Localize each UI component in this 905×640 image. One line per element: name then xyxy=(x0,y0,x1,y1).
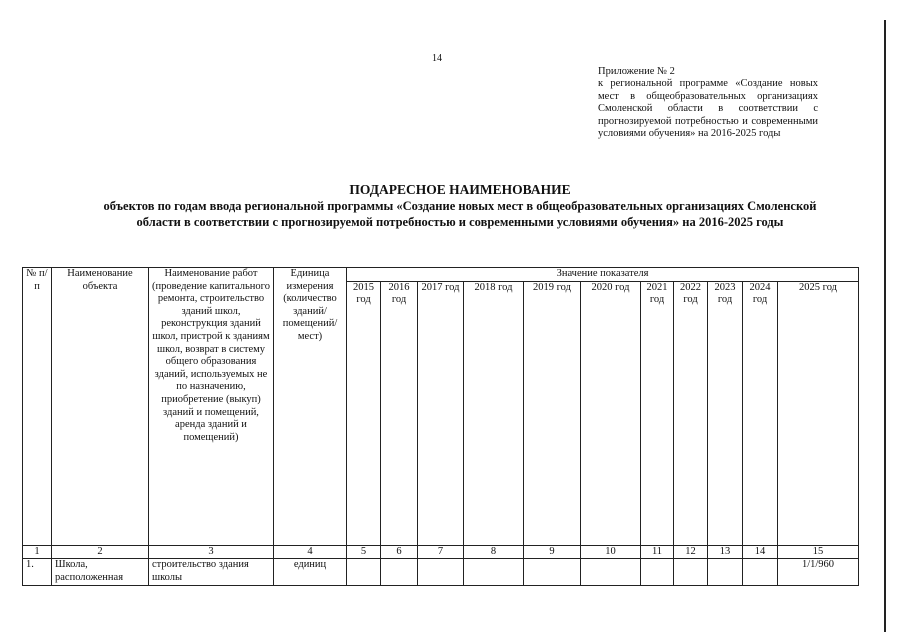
objects-table xyxy=(22,267,859,586)
column-number: 2 xyxy=(52,545,149,559)
appendix-block xyxy=(598,66,818,140)
header-work-name: Наименование работ (проведение капитального ремонта, строительство зданий школ, реконструкция зданий школ, пристрой к зданиям школ, возврат в систему общего образования зданий, используемых не по назначению, приобретение (выкуп) зданий и помещений, аренда зданий и помещений) xyxy=(149,268,274,546)
header-indicator-group: Значение показателя xyxy=(347,268,859,282)
row-value-2018 xyxy=(464,559,524,586)
header-num: № п/п xyxy=(23,268,52,546)
column-number: 7 xyxy=(418,545,464,559)
header-year: 2015 год xyxy=(347,281,381,545)
column-number: 5 xyxy=(347,545,381,559)
page-number: 14 xyxy=(432,53,442,64)
header-year: 2020 год xyxy=(581,281,641,545)
row-value-2024 xyxy=(743,559,778,586)
header-year: 2018 год xyxy=(464,281,524,545)
appendix-text: к региональной программе «Создание новых мест в общеобразовательных организациях Смоленской области в соответствии с прогнозируемой потребностью и современными условиями обучения» на 2016-2025 годы xyxy=(598,78,818,140)
row-value-2025: 1/1/960 xyxy=(778,559,859,586)
row-value-2019 xyxy=(524,559,581,586)
row-value-2015 xyxy=(347,559,381,586)
row-object-name: Школа, расположенная xyxy=(52,559,149,586)
row-value-2017 xyxy=(418,559,464,586)
column-number: 3 xyxy=(149,545,274,559)
header-year: 2016 год xyxy=(381,281,418,545)
header-year: 2019 год xyxy=(524,281,581,545)
document-title: ПОДАРЕСНОЕ НАИМЕНОВАНИЕ xyxy=(349,182,571,197)
row-value-2020 xyxy=(581,559,641,586)
header-year: 2023 год xyxy=(708,281,743,545)
table-row xyxy=(23,559,859,586)
row-unit: единиц xyxy=(274,559,347,586)
column-number: 12 xyxy=(674,545,708,559)
page-edge-line xyxy=(884,20,886,632)
row-value-2022 xyxy=(674,559,708,586)
column-number: 10 xyxy=(581,545,641,559)
row-value-2021 xyxy=(641,559,674,586)
column-number-row xyxy=(23,545,859,559)
row-num: 1. xyxy=(23,559,52,586)
column-number: 14 xyxy=(743,545,778,559)
column-number: 13 xyxy=(708,545,743,559)
title-block xyxy=(90,181,830,230)
header-year: 2022 год xyxy=(674,281,708,545)
column-number: 1 xyxy=(23,545,52,559)
column-number: 9 xyxy=(524,545,581,559)
header-unit: Единица измерения (количество зданий/ помещений/ мест) xyxy=(274,268,347,546)
header-year: 2017 год xyxy=(418,281,464,545)
header-year: 2024 год xyxy=(743,281,778,545)
header-year: 2021 год xyxy=(641,281,674,545)
column-number: 4 xyxy=(274,545,347,559)
column-number: 11 xyxy=(641,545,674,559)
header-object-name: Наименование объекта xyxy=(52,268,149,546)
row-work-name: строительство здания школы xyxy=(149,559,274,586)
column-number: 6 xyxy=(381,545,418,559)
column-number: 15 xyxy=(778,545,859,559)
header-year: 2025 год xyxy=(778,281,859,545)
row-value-2023 xyxy=(708,559,743,586)
column-number: 8 xyxy=(464,545,524,559)
row-value-2016 xyxy=(381,559,418,586)
document-subtitle: объектов по годам ввода региональной программы «Создание новых мест в общеобразовательных организациях Смоленской области в соответствии с прогнозируемой потребностью и современными условиями обучения» на 2016-2025 годы xyxy=(103,199,817,229)
appendix-title: Приложение № 2 xyxy=(598,66,675,77)
